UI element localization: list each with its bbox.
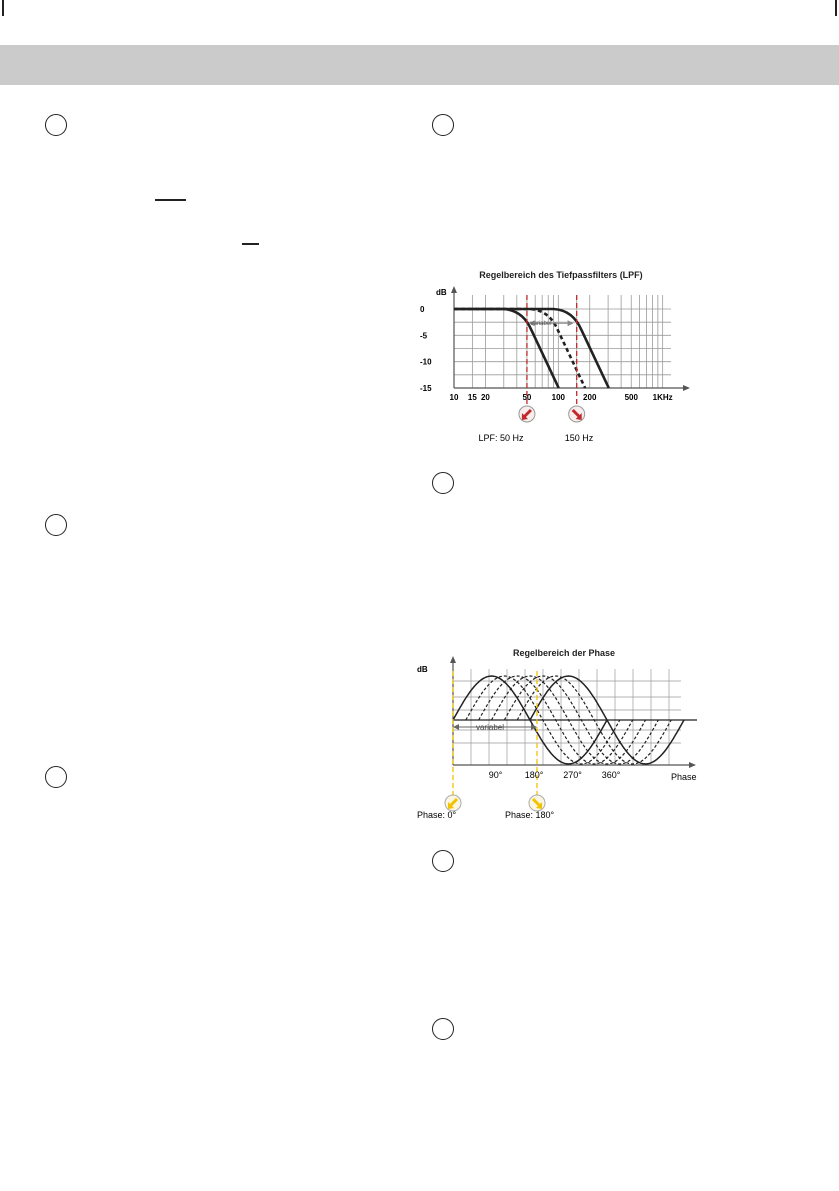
- step-marker-right-4: [432, 1018, 454, 1040]
- phase-range-label: variabel: [475, 723, 505, 732]
- phase-chart: [416, 645, 699, 825]
- phase-x-tick-label: 180°: [524, 770, 544, 780]
- phase-x-tick-label: 360°: [601, 770, 621, 780]
- step-marker-right-2: [432, 472, 454, 494]
- lpf-y-tick-label: -15: [420, 384, 432, 393]
- lpf-x-tick-label: 20: [480, 393, 490, 402]
- lpf-y-unit: dB: [436, 288, 447, 297]
- phase-x-axis-label: Phase: [671, 772, 697, 782]
- phase-x-tick-label: 90°: [488, 770, 503, 780]
- lpf-y-axis-arrow: [451, 286, 457, 293]
- lpf-marker-low-label: LPF: 50 Hz: [478, 433, 524, 443]
- lpf-y-tick-label: -5: [420, 331, 428, 341]
- lpf-grid: [451, 286, 690, 391]
- lpf-x-tick-label: 50: [522, 393, 532, 402]
- lpf-y-tick-label: 0: [420, 305, 425, 314]
- crop-mark-right: [835, 0, 837, 16]
- lpf-y-ticks: [420, 305, 432, 393]
- lpf-range-arrowhead-right: [568, 320, 574, 326]
- lpf-x-ticks: [450, 393, 673, 402]
- step-marker-left-3: [45, 766, 67, 788]
- step-marker-left-1: [45, 114, 67, 136]
- phase-marker-start-label: Phase: 0°: [417, 810, 457, 820]
- step-marker-right-3: [432, 850, 454, 872]
- lpf-x-tick-label: 200: [583, 393, 597, 402]
- header-bar: [0, 45, 839, 85]
- lpf-x-axis-arrow: [683, 385, 690, 391]
- lpf-x-tick-label: 15: [467, 393, 477, 402]
- phase-curves: [445, 671, 684, 811]
- phase-range-arrowhead-left: [453, 724, 459, 730]
- lpf-marker-high-label: 150 Hz: [564, 433, 594, 443]
- crop-mark-left: [2, 0, 4, 16]
- lpf-x-tick-label: 10: [449, 393, 459, 402]
- phase-x-axis-arrow: [689, 762, 696, 768]
- lpf-title: Regelbereich des Tiefpassfilters (LPF): [479, 270, 643, 280]
- lpf-x-tick-label: 500: [624, 393, 638, 402]
- lpf-curves: [454, 295, 609, 422]
- fraction-rule-1: [155, 199, 186, 201]
- lpf-chart: [416, 265, 696, 450]
- phase-y-unit: dB: [417, 665, 428, 674]
- lpf-x-tick-label: 100: [551, 393, 566, 402]
- phase-title: Regelbereich der Phase: [512, 648, 616, 658]
- phase-range-arrowhead-right: [531, 724, 537, 730]
- step-marker-left-2: [45, 514, 67, 536]
- phase-x-ticks: [489, 770, 621, 780]
- phase-x-tick-label: 270°: [563, 770, 582, 780]
- phase-marker-end-label: Phase: 180°: [505, 810, 555, 820]
- lpf-y-tick-label: -10: [420, 357, 432, 367]
- fraction-rule-2: [242, 243, 259, 245]
- phase-grid: [450, 656, 697, 768]
- phase-figure: [416, 645, 699, 825]
- step-marker-right-1: [432, 114, 454, 136]
- lpf-range-label: variabel: [530, 321, 552, 327]
- lpf-x-tick-label: 1KHz: [652, 393, 673, 402]
- lpf-figure: [416, 265, 696, 450]
- phase-y-axis-arrow: [450, 656, 456, 663]
